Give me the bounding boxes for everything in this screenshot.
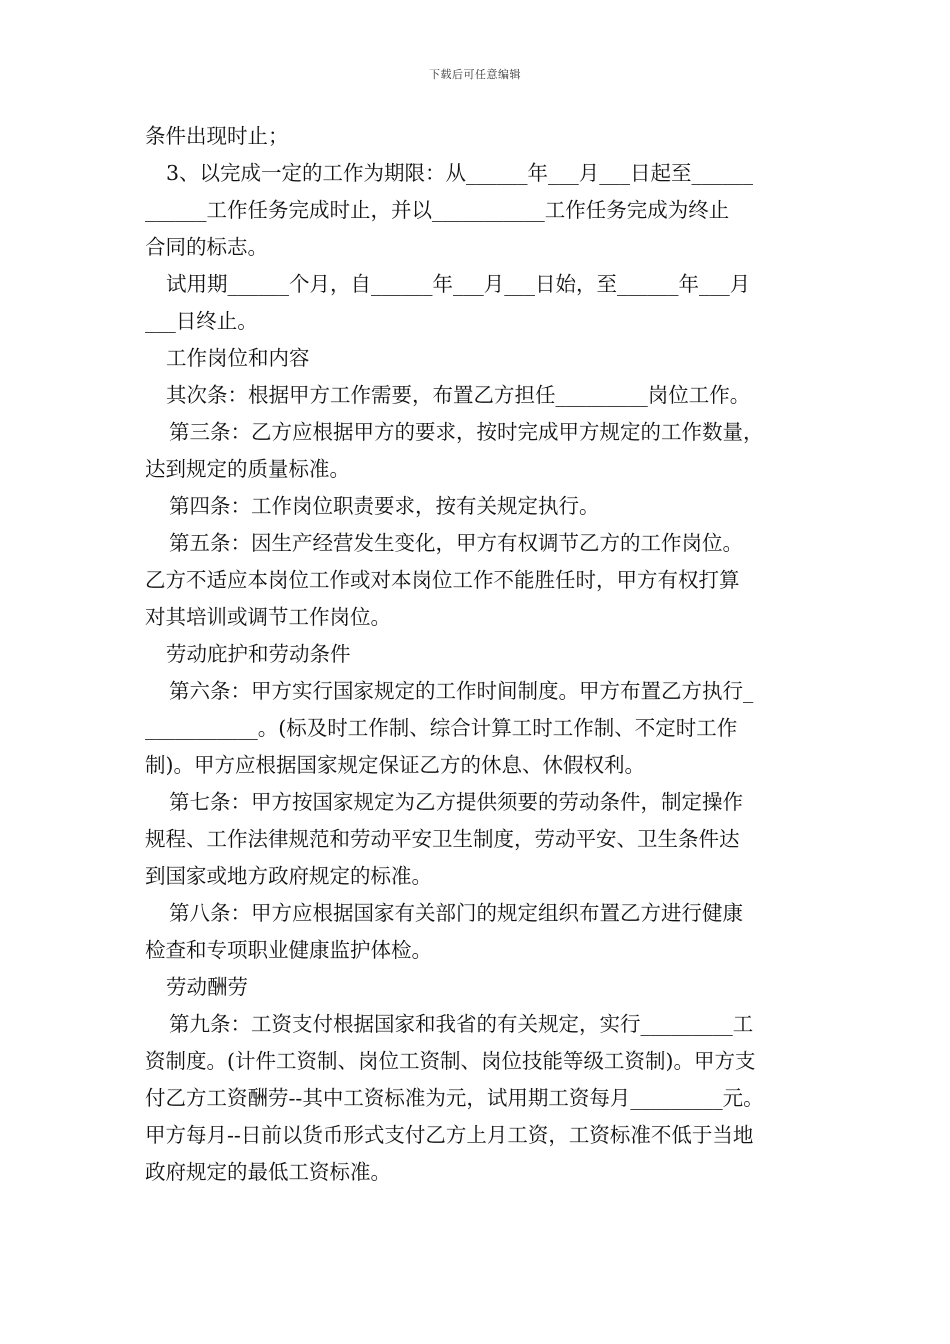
text-line: 制)。甲方应根据国家规定保证乙方的休息、休假权利。	[145, 753, 645, 777]
text-line: 第八条：甲方应根据国家有关部门的规定组织布置乙方进行健康	[169, 901, 743, 925]
text-line: 试用期______个月，自______年___月___日始，至______年___月	[166, 272, 751, 296]
text-line: 工作岗位和内容	[166, 346, 310, 370]
text-line: 第四条：工作岗位职责要求，按有关规定执行。	[169, 494, 600, 518]
text-line: 第九条：工资支付根据国家和我省的有关规定，实行_________工	[169, 1012, 754, 1036]
text-line: 第三条：乙方应根据甲方的要求，按时完成甲方规定的工作数量，	[169, 420, 764, 444]
text-line: 劳动酬劳	[166, 975, 248, 999]
text-line: 资制度。(计件工资制、岗位工资制、岗位技能等级工资制)。甲方支	[145, 1049, 756, 1073]
text-line: 达到规定的质量标准。	[145, 457, 350, 481]
text-line: 劳动庇护和劳动条件	[166, 642, 351, 666]
text-line: 检查和专项职业健康监护体检。	[145, 938, 432, 962]
text-line: 3、以完成一定的工作为期限：从______年___月___日起至______	[166, 161, 754, 185]
text-line: ______工作任务完成时止，并以___________工作任务完成为终止	[145, 198, 730, 222]
text-line: 甲方每月--日前以货币形式支付乙方上月工资，工资标准不低于当地	[145, 1123, 754, 1147]
text-line: 合同的标志。	[145, 235, 268, 259]
text-line: 付乙方工资酬劳--其中工资标准为元，试用期工资每月_________元。	[145, 1086, 764, 1110]
text-line: 第七条：甲方按国家规定为乙方提供须要的劳动条件，制定操作	[169, 790, 743, 814]
text-line: ___日终止。	[145, 309, 258, 333]
text-line: 条件出现时止；	[145, 124, 289, 148]
text-line: 政府规定的最低工资标准。	[145, 1160, 391, 1184]
text-line: ___________。(标及时工作制、综合计算工时工作制、不定时工作	[145, 716, 738, 740]
text-line: 其次条：根据甲方工作需要，布置乙方担任_________岗位工作。	[166, 383, 751, 407]
text-line: 乙方不适应本岗位工作或对本岗位工作不能胜任时，甲方有权打算	[145, 568, 740, 592]
document-body	[145, 118, 815, 1191]
text-line: 第六条：甲方实行国家规定的工作时间制度。甲方布置乙方执行_	[169, 679, 754, 703]
text-line: 第五条：因生产经营发生变化，甲方有权调节乙方的工作岗位。	[169, 531, 743, 555]
page-header: 下载后可任意编辑	[429, 68, 521, 81]
text-line: 规程、工作法律规范和劳动平安卫生制度，劳动平安、卫生条件达	[145, 827, 740, 851]
text-line: 对其培训或调节工作岗位。	[145, 605, 391, 629]
text-line: 到国家或地方政府规定的标准。	[145, 864, 432, 888]
